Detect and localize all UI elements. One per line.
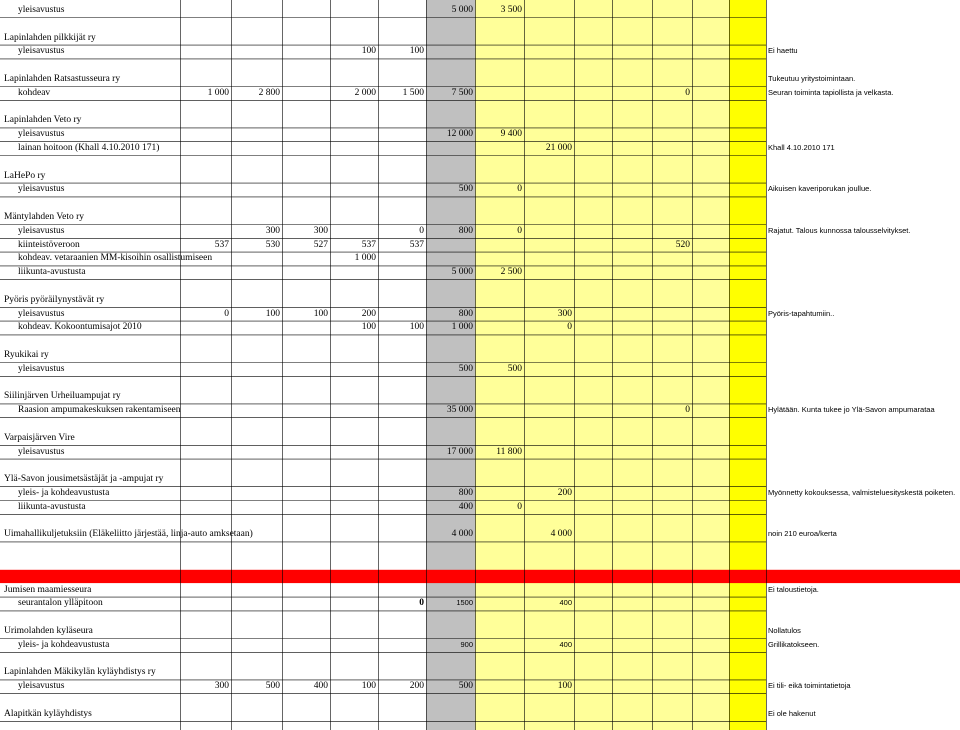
- remark-cell: Aikuisen kaveriporukan joullue.: [768, 184, 872, 194]
- amount-cell: 500: [507, 363, 522, 374]
- amount-cell: 5 000: [451, 267, 473, 278]
- amount-cell: 100: [361, 322, 376, 333]
- row-label: kiinteistöveroon: [18, 239, 80, 250]
- row-label: yleisavustus: [18, 225, 65, 236]
- amount-cell: 2 000: [354, 87, 376, 98]
- row-label: Urimolahden kyläseura: [4, 626, 93, 636]
- amount-cell: 537: [214, 239, 229, 250]
- row-label: yleis- ja kohdeavustusta: [18, 488, 110, 498]
- amount-cell: 1 500: [402, 87, 424, 98]
- amount-cell: 300: [313, 225, 328, 236]
- amount-cell: 4 000: [550, 529, 572, 540]
- row-label: kohdeav. Kokoontumisajot 2010: [18, 322, 142, 333]
- amount-cell: 0: [419, 598, 424, 609]
- remark-cell: Seuran toiminta tapiollista ja velkasta.: [768, 87, 894, 97]
- row-label: yleisavustus: [18, 446, 65, 457]
- amount-cell: 800: [458, 488, 473, 498]
- amount-cell: 100: [313, 308, 328, 319]
- amount-cell: 0: [517, 225, 522, 236]
- amount-cell: 537: [361, 239, 376, 250]
- row-label: Uimahallikuljetuksiin (Eläkeliitto järjestää, linja-auto amksetaan): [4, 529, 253, 540]
- remark-cell: Tukeutuu yritystoimintaan.: [768, 74, 856, 83]
- amount-cell: 3 500: [500, 5, 522, 15]
- amount-cell: 100: [361, 681, 376, 692]
- amount-cell: 0: [567, 322, 572, 333]
- remark-cell: Ei tili- eikä toimintatietoja: [768, 681, 851, 691]
- amount-cell: 800: [458, 225, 473, 236]
- row-label: liikunta-avustusta: [18, 501, 86, 512]
- amount-cell: 7 500: [451, 87, 473, 98]
- row-label: LaHePo ry: [4, 170, 46, 181]
- amount-cell: 500: [458, 681, 473, 692]
- row-label: yleisavustus: [18, 5, 65, 15]
- row-label: Jumisen maamiesseura: [4, 584, 92, 595]
- remark-cell: Ei taloustietoja.: [768, 584, 819, 594]
- row-label: kohdeav: [18, 87, 51, 98]
- amount-cell: 530: [265, 239, 280, 250]
- amount-cell: 11 800: [496, 446, 522, 457]
- amount-cell: 4 000: [451, 529, 473, 540]
- row-label: yleisavustus: [18, 363, 65, 374]
- row-label: Pyöris pyöräilynystävät ry: [4, 294, 105, 305]
- amount-cell: 200: [557, 488, 572, 498]
- amount-cell: 0: [517, 184, 522, 195]
- remark-cell: Ei haettu: [768, 46, 798, 56]
- row-label: liikunta-avustusta: [18, 267, 86, 278]
- row-label: yleisavustus: [18, 129, 65, 140]
- amount-cell: 17 000: [446, 446, 473, 457]
- remark-cell: Nollatulos: [768, 626, 801, 635]
- row-label: Lapinlahden Veto ry: [4, 115, 82, 126]
- row-label: Mäntylahden Veto ry: [4, 212, 85, 222]
- remark-cell: Khall 4.10.2010 171: [768, 143, 835, 152]
- row-label: Alapitkän kyläyhdistys: [4, 708, 92, 719]
- row-label: Varpaisjärven Vire: [4, 432, 75, 443]
- row-label: yleisavustus: [18, 184, 65, 195]
- row-label: seurantalon ylläpitoon: [18, 598, 103, 609]
- amount-cell: 500: [265, 681, 280, 692]
- row-label: Ryukikai ry: [4, 350, 49, 360]
- amount-cell: 0: [517, 501, 522, 512]
- amount-cell: 35 000: [446, 405, 473, 416]
- amount-cell: 500: [458, 363, 473, 374]
- amount-cell: 12 000: [446, 129, 473, 140]
- row-label: Lapinlahden pilkkijät ry: [4, 32, 96, 43]
- amount-cell: 21 000: [545, 143, 572, 153]
- remark-cell: Pyöris-tapahtumiin..: [768, 308, 835, 318]
- amount-cell: 5 000: [451, 5, 473, 15]
- row-label: kohdeav. vetaraanien MM-kisoihin osallistumiseen: [18, 253, 213, 264]
- remark-cell: Rajatut. Talous kunnossa talousselvitykset.: [768, 225, 911, 235]
- column-band-yellow: [729, 0, 766, 730]
- row-label: Raasion ampumakeskuksen rakentamiseen: [18, 405, 181, 416]
- amount-cell: 9 400: [500, 129, 522, 140]
- amount-cell: 0: [685, 87, 690, 98]
- amount-cell: 100: [557, 681, 572, 692]
- amount-cell: 1 000: [207, 87, 229, 98]
- amount-cell: 300: [214, 681, 229, 692]
- amount-cell: 800: [458, 308, 473, 319]
- row-label: Ylä-Savon jousimetsästäjät ja -ampujat ry: [4, 474, 164, 485]
- amount-cell: 527: [313, 239, 328, 250]
- row-label: Lapinlahden Ratsastusseura ry: [4, 74, 121, 84]
- amount-cell: 100: [409, 46, 424, 57]
- row-label: yleisavustus: [18, 46, 65, 57]
- amount-cell: 2 800: [258, 87, 280, 98]
- row-label: lainan hoitoon (Khall 4.10.2010 171): [18, 143, 160, 153]
- amount-cell: 900: [460, 639, 473, 649]
- amount-cell: 400: [559, 598, 572, 608]
- amount-cell: 500: [458, 184, 473, 195]
- row-label: yleisavustus: [18, 681, 65, 692]
- amount-cell: 1500: [456, 598, 473, 608]
- amount-cell: 100: [265, 308, 280, 319]
- remark-cell: Myönnetty kokouksessa, valmisteluesityskestä poiketen.: [768, 488, 956, 497]
- amount-cell: 100: [361, 46, 376, 57]
- amount-cell: 400: [458, 501, 473, 512]
- amount-cell: 400: [313, 681, 328, 692]
- row-label: Lapinlahden Mäkikylän kyläyhdistys ry: [4, 667, 156, 678]
- amount-cell: 300: [265, 225, 280, 236]
- amount-cell: 2 500: [500, 267, 522, 278]
- amount-cell: 0: [224, 308, 229, 319]
- row-label: yleisavustus: [18, 308, 65, 319]
- amount-cell: 520: [675, 239, 690, 250]
- red-divider-band: [0, 570, 960, 583]
- amount-cell: 200: [409, 681, 424, 692]
- amount-cell: 0: [419, 225, 424, 236]
- row-label: yleis- ja kohdeavustusta: [18, 639, 110, 650]
- amount-cell: 1 000: [451, 322, 473, 333]
- remark-cell: noin 210 euroa/kerta: [768, 529, 837, 539]
- remark-cell: Hylätään. Kunta tukee jo Ylä-Savon ampumarataa: [768, 405, 935, 415]
- amount-cell: 200: [361, 308, 376, 319]
- amount-cell: 537: [409, 239, 424, 250]
- amount-cell: 0: [685, 405, 690, 416]
- amount-cell: 400: [559, 639, 572, 649]
- remark-cell: Grillikatokseen.: [768, 639, 820, 649]
- amount-cell: 1 000: [354, 253, 376, 264]
- amount-cell: 100: [409, 322, 424, 333]
- row-label: Siilinjärven Urheiluampujat ry: [4, 391, 121, 402]
- amount-cell: 300: [557, 308, 572, 319]
- remark-cell: Ei ole hakenut: [768, 708, 816, 718]
